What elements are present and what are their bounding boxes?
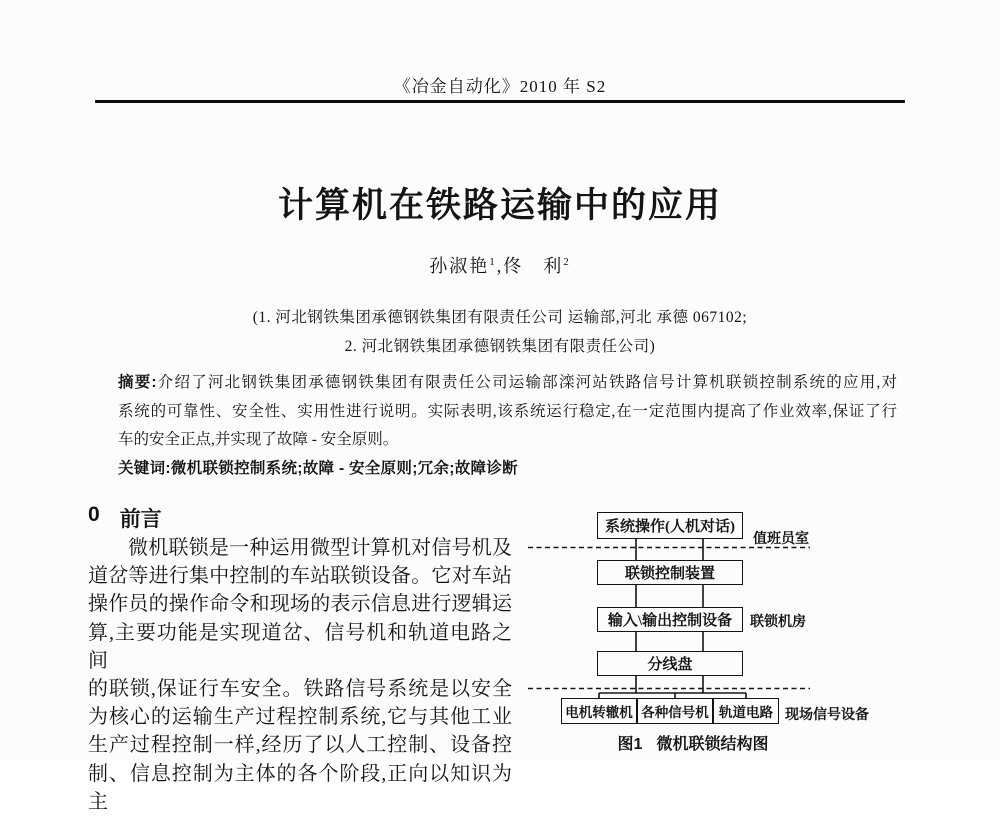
author-1-name: 孙淑艳 xyxy=(429,256,490,276)
body-line: 的联锁,保证行车安全。铁路信号系统是以安全 xyxy=(88,678,512,701)
journal-header: 《冶金自动化》2010 年 S2 xyxy=(393,77,607,96)
authors-line xyxy=(0,252,1000,278)
abstract-line-1 xyxy=(118,369,897,398)
keywords-label: 关键词: xyxy=(118,459,171,477)
keywords-line xyxy=(118,455,897,484)
abstract-block xyxy=(118,369,897,483)
abstract-label: 摘要: xyxy=(118,374,157,391)
figure-caption xyxy=(583,731,803,754)
flowchart-box-distribution-panel: 分线盘 xyxy=(597,651,743,676)
section-heading xyxy=(88,503,512,534)
flowchart-box-io-control: 输入\输出控制设备 xyxy=(597,607,743,632)
author-2 xyxy=(503,256,571,276)
flowchart-box-interlock-control: 联锁控制装置 xyxy=(597,560,743,585)
figure-1-interlocking-structure xyxy=(528,500,923,760)
affiliation-2: 2. 河北钢铁集团承德钢铁集团有限责任公司) xyxy=(344,338,656,355)
author-1-affil-mark: 1 xyxy=(489,256,497,268)
zone-label-duty-room: 值班员室 xyxy=(753,530,809,546)
author-2-affil-mark: 2 xyxy=(563,256,571,268)
keywords-text: 微机联锁控制系统;故障 - 安全原则;冗余;故障诊断 xyxy=(170,459,518,477)
zone-label-field-equipment: 现场信号设备 xyxy=(785,706,869,722)
affiliation-1: (1. 河北钢铁集团承德钢铁集团有限责任公司 运输部,河北 承德 067102; xyxy=(252,309,748,326)
section-title: 前言 xyxy=(119,508,162,531)
figure-caption-tag: 图1 xyxy=(617,736,643,753)
body-line: 算,主要功能是实现道岔、信号机和轨道电路之间 xyxy=(88,621,512,672)
flowchart-box-motor-switch: 电机转辙机 xyxy=(561,698,637,724)
flowchart-box-track-circuit: 轨道电路 xyxy=(713,698,779,724)
body-line: 操作员的操作命令和现场的表示信息进行逻辑运 xyxy=(88,593,512,616)
flowchart-box-signals: 各种信号机 xyxy=(637,698,713,724)
body-line: 制、信息控制为主体的各个阶段,正向以知识为主 xyxy=(88,762,512,813)
header-rule xyxy=(95,100,905,103)
author-2-name: 佟 利 xyxy=(503,256,564,276)
author-1 xyxy=(429,256,497,276)
author-separator: , xyxy=(496,256,504,276)
body-line: 为核心的运输生产过程控制系统,它与其他工业 xyxy=(88,706,512,729)
body-line: 微机联锁是一种运用微型计算机对信号机及 xyxy=(128,537,512,559)
intro-column xyxy=(88,503,512,816)
zone-label-interlock-room: 联锁机房 xyxy=(750,613,806,629)
abstract-text-1: 介绍了河北钢铁集团承德钢铁集团有限责任公司运输部滦河站铁路信号计算机联锁控制系统的应用,对 xyxy=(156,374,897,391)
abstract-line-3: 车的安全正点,并实现了故障 - 安全原则。 xyxy=(118,431,399,449)
paper-title: 计算机在铁路运输中的应用 xyxy=(277,186,722,225)
section-number: 0 xyxy=(88,503,100,526)
figure-caption-text: 微机联锁结构图 xyxy=(656,736,769,753)
body-line: 道岔等进行集中控制的车站联锁设备。它对车站 xyxy=(88,565,512,588)
body-line: 生产过程控制一样,经历了以人工控制、设备控 xyxy=(88,734,512,757)
abstract-line-2: 系统的可靠性、安全性、实用性进行说明。实际表明,该系统运行稳定,在一定范围内提高了作业效率,保证了行 xyxy=(118,402,897,420)
section-body xyxy=(88,534,512,816)
flowchart-box-system-operation: 系统操作(人机对话) xyxy=(597,512,743,539)
